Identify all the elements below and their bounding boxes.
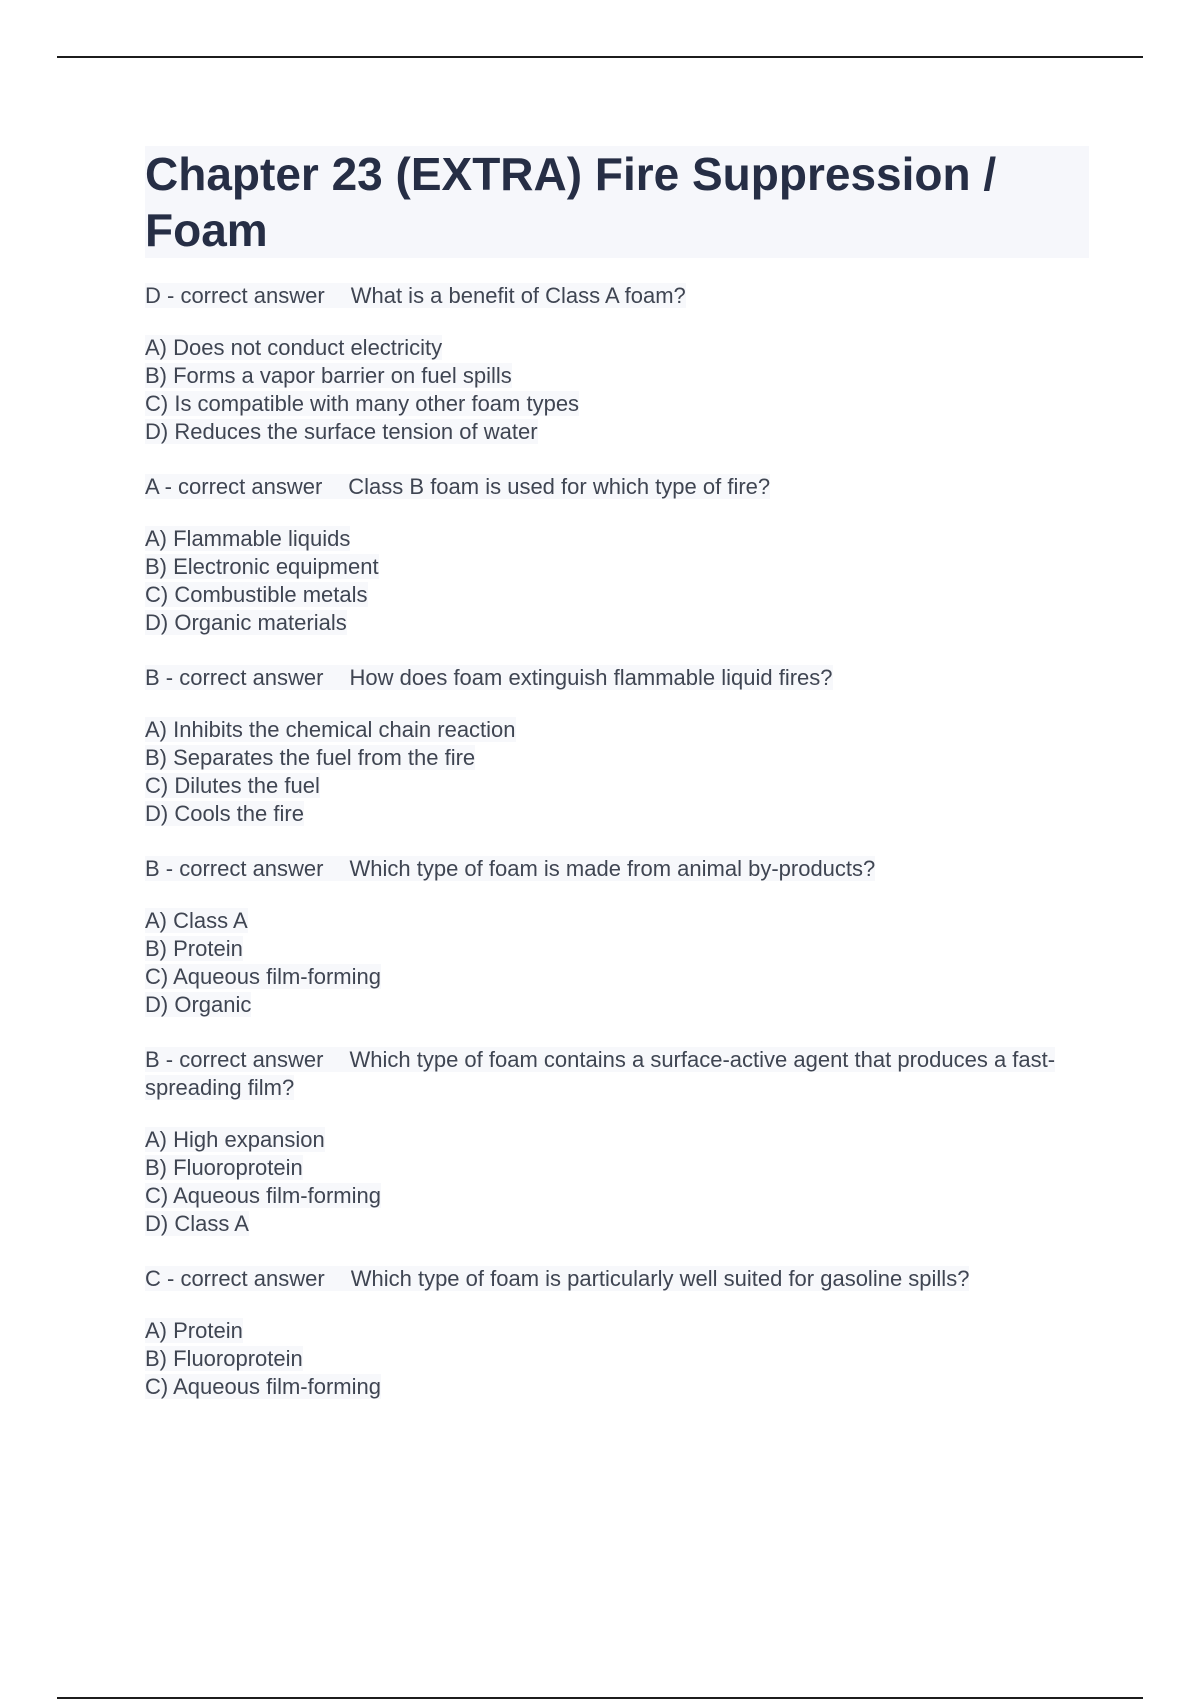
option-item bbox=[145, 1154, 1089, 1182]
option-item bbox=[145, 772, 1089, 800]
options-list bbox=[145, 525, 1089, 637]
bottom-rule bbox=[57, 1697, 1143, 1699]
option-text: B) Fluoroprotein bbox=[145, 1155, 303, 1180]
option-text: D) Reduces the surface tension of water bbox=[145, 419, 538, 444]
question-line bbox=[145, 1046, 1089, 1102]
option-text: C) Aqueous film-forming bbox=[145, 1183, 381, 1208]
question-line bbox=[145, 855, 1089, 883]
option-item bbox=[145, 1210, 1089, 1238]
question-block-6 bbox=[145, 1265, 1089, 1401]
option-item bbox=[145, 609, 1089, 637]
option-text: A) Inhibits the chemical chain reaction bbox=[145, 717, 516, 742]
option-item bbox=[145, 334, 1089, 362]
options-list bbox=[145, 907, 1089, 1019]
option-item bbox=[145, 991, 1089, 1019]
question-text: Which type of foam contains a surface-active agent that produces a fast-spreading film? bbox=[145, 1047, 1056, 1100]
option-item bbox=[145, 1345, 1089, 1373]
option-item bbox=[145, 716, 1089, 744]
question-line bbox=[145, 282, 1089, 310]
option-item bbox=[145, 1182, 1089, 1210]
answer-key: A - correct answer bbox=[145, 474, 348, 499]
option-text: B) Forms a vapor barrier on fuel spills bbox=[145, 363, 512, 388]
answer-key: B - correct answer bbox=[145, 856, 350, 881]
top-rule bbox=[57, 56, 1143, 58]
option-text: A) Flammable liquids bbox=[145, 526, 351, 551]
option-item bbox=[145, 525, 1089, 553]
question-block-5 bbox=[145, 1046, 1089, 1238]
answer-key: C - correct answer bbox=[145, 1266, 351, 1291]
options-list bbox=[145, 716, 1089, 828]
option-text: C) Combustible metals bbox=[145, 582, 368, 607]
option-text: A) Class A bbox=[145, 908, 248, 933]
option-text: C) Aqueous film-forming bbox=[145, 1374, 381, 1399]
question-block-1 bbox=[145, 282, 1089, 446]
option-item bbox=[145, 553, 1089, 581]
option-text: C) Is compatible with many other foam types bbox=[145, 391, 580, 416]
option-item bbox=[145, 963, 1089, 991]
option-text: B) Fluoroprotein bbox=[145, 1346, 303, 1371]
question-text: Which type of foam is particularly well suited for gasoline spills? bbox=[350, 1266, 970, 1291]
option-item bbox=[145, 907, 1089, 935]
question-text: What is a benefit of Class A foam? bbox=[350, 283, 686, 308]
option-text: C) Dilutes the fuel bbox=[145, 773, 320, 798]
option-text: D) Class A bbox=[145, 1211, 249, 1236]
answer-key: B - correct answer bbox=[145, 1047, 350, 1072]
options-list bbox=[145, 1126, 1089, 1238]
option-item bbox=[145, 1373, 1089, 1401]
option-item bbox=[145, 744, 1089, 772]
option-item bbox=[145, 418, 1089, 446]
option-text: B) Separates the fuel from the fire bbox=[145, 745, 476, 770]
question-text: Which type of foam is made from animal by-products? bbox=[349, 856, 876, 881]
option-text: D) Organic bbox=[145, 992, 252, 1017]
answer-key: D - correct answer bbox=[145, 283, 351, 308]
option-text: D) Organic materials bbox=[145, 610, 347, 635]
answer-key: B - correct answer bbox=[145, 665, 350, 690]
option-text: C) Aqueous film-forming bbox=[145, 964, 381, 989]
question-block-3 bbox=[145, 664, 1089, 828]
option-item bbox=[145, 800, 1089, 828]
option-text: A) Protein bbox=[145, 1318, 243, 1343]
option-text: A) High expansion bbox=[145, 1127, 325, 1152]
question-block-4 bbox=[145, 855, 1089, 1019]
question-line bbox=[145, 473, 1089, 501]
option-text: D) Cools the fire bbox=[145, 801, 304, 826]
document-title: Chapter 23 (EXTRA) Fire Suppression / Foam bbox=[145, 148, 997, 256]
option-text: A) Does not conduct electricity bbox=[145, 335, 443, 360]
question-text: Class B foam is used for which type of fire? bbox=[348, 474, 771, 499]
option-item bbox=[145, 1317, 1089, 1345]
question-block-2 bbox=[145, 473, 1089, 637]
options-list bbox=[145, 334, 1089, 446]
option-item bbox=[145, 935, 1089, 963]
option-text: B) Electronic equipment bbox=[145, 554, 379, 579]
document-body bbox=[145, 146, 1089, 1428]
option-text: B) Protein bbox=[145, 936, 243, 961]
option-item bbox=[145, 362, 1089, 390]
question-line bbox=[145, 1265, 1089, 1293]
option-item bbox=[145, 581, 1089, 609]
option-item bbox=[145, 390, 1089, 418]
question-line bbox=[145, 664, 1089, 692]
options-list bbox=[145, 1317, 1089, 1401]
option-item bbox=[145, 1126, 1089, 1154]
question-text: How does foam extinguish flammable liquid fires? bbox=[349, 665, 833, 690]
title-block bbox=[145, 146, 1089, 258]
